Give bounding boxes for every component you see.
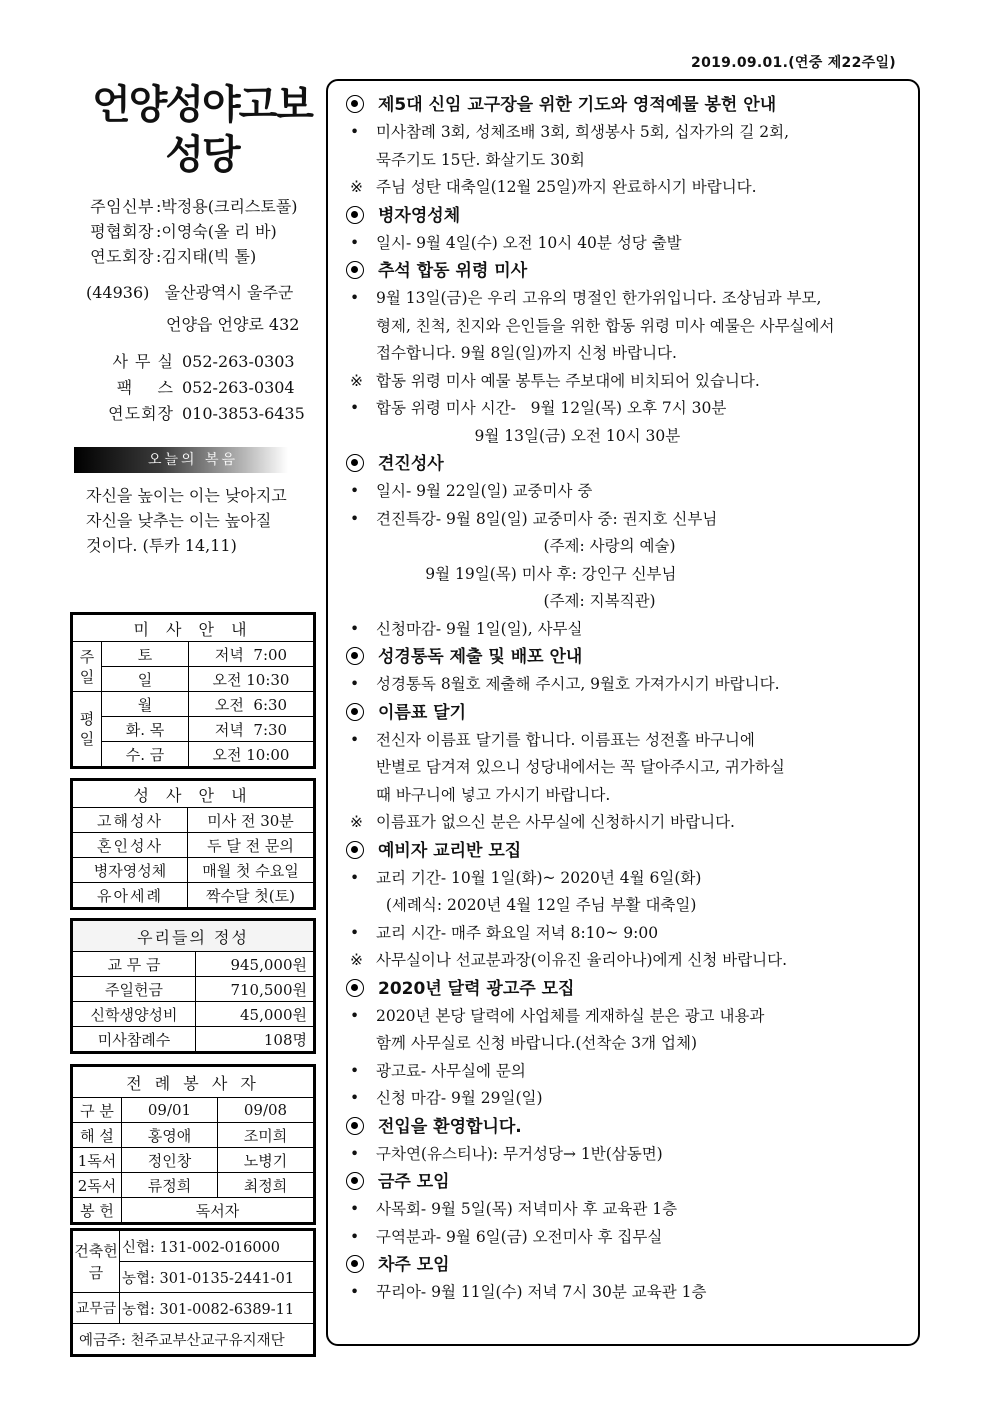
phone-row: 팩 스 052-263-0304 — [116, 378, 295, 397]
parish-title — [90, 80, 314, 180]
notice-line: • 합동 위령 미사 시간- 9월 12일(목) 오후 7시 30분 — [350, 399, 727, 417]
contact-phones — [70, 349, 314, 427]
sunday-label: 주일 — [73, 642, 102, 692]
notice-line: 반별로 담겨져 있으니 성당내에서는 꼭 달아주시고, 귀가하실 — [376, 758, 785, 776]
notice-line: • 일시- 9월 22일(일) 교중미사 중 — [350, 482, 593, 500]
notice-line: 9월 19일(목) 미사 후: 강인구 신부님 — [376, 564, 677, 583]
parish-title-line1: 언양성야고보 — [92, 82, 312, 128]
notice-line: ※ 이름표가 없으신 분은 사무실에 신청하시기 바랍니다. — [350, 813, 735, 831]
notice-line: • 견진특강- 9월 8일(일) 교중미사 중: 권지호 신부님 — [350, 509, 718, 528]
staff-row: 연도회장 : 김지태(빅 톨) — [90, 247, 257, 266]
notice-line: ※ 사무실이나 선교분과장(이유진 율리아나)에게 신청 바랍니다. — [350, 951, 788, 969]
notice-line: • 2020년 본당 달력에 사업체를 게재하실 분은 광고 내용과 — [350, 1006, 765, 1025]
notice-line: • 구차연(유스티나): 무거성당→ 1반(삼동면) — [350, 1144, 663, 1163]
notices-list — [346, 91, 916, 1307]
bullet-circle-icon — [346, 95, 364, 113]
notice-line: ※ 합동 위령 미사 예물 봉투는 주보대에 비치되어 있습니다. — [350, 371, 760, 390]
notice-line: 9월 13일(금) 오전 10시 30분 — [376, 426, 681, 445]
section-title: 제5대 신임 교구장을 위한 기도와 영적예물 봉헌 안내 — [346, 91, 916, 119]
gospel-text: 자신을 높이는 이는 낮아지고 자신을 낮추는 이는 높아질 것이다. (투카 14,11) — [86, 486, 287, 555]
fund-accounts-table: 건축헌금 신협: 131-002-016000 농협: 301-0135-2441-01 교무금 농협: 301-0082-6389-11 예금주: 천주교부산교구유지재단 — [70, 1228, 316, 1357]
section-title: 추석 합동 위령 미사 — [346, 257, 916, 285]
liturgy-header: 전 례 봉 사 자 — [73, 1067, 314, 1098]
gospel-header: 오늘의 복음 — [74, 447, 288, 473]
phone-row: 사 무 실 052-263-0303 — [112, 352, 295, 371]
notice-line: • 9월 13일(금)은 우리 고유의 명절인 한가위입니다. 조상님과 부모, — [350, 289, 822, 307]
notice-line: 때 바구니에 넣고 가시기 바랍니다. — [376, 785, 611, 804]
notice-line: 묵주기도 15단. 화살기도 30회 — [376, 150, 585, 169]
bullet-circle-icon — [346, 647, 364, 665]
notice-line: ※ 주님 성탄 대축일(12월 25일)까지 완료하시기 바랍니다. — [350, 178, 757, 196]
notice-line: • 구역분과- 9월 6일(금) 오전미사 후 집무실 — [350, 1227, 663, 1246]
notice-line: (주제: 지복직관) — [376, 592, 656, 610]
address: (44936) 울산광역시 울주군 언양읍 언양로 432 — [86, 283, 300, 334]
notice-line: • 일시- 9월 4일(수) 오전 10시 40분 성당 출발 — [350, 233, 682, 252]
notice-line: • 꾸리아- 9월 11일(수) 저녁 7시 30분 교육관 1층 — [350, 1283, 707, 1301]
sacraments-table: 성 사 안 내 고해성사 미사 전 30분 혼인성사 두 달 전 문의 병자영성체 매월 첫 수요일 유아세례 짝수달 첫(토) — [70, 778, 316, 910]
notice-line: • 교리 기간- 10월 1일(화)~ 2020년 4월 6일(화) — [350, 868, 702, 887]
staff-row: 주임신부 : 박정용(크리스토풀) — [90, 197, 298, 216]
notice-line: (주제: 사랑의 예술) — [376, 537, 676, 555]
mass-schedule-table: 미 사 안 내 주일 토 저녁 7:00 일 오전 10:30 평일 월 오전 6:30 화. 목 저녁 7:30 수. 금 오전 10:00 — [70, 612, 316, 769]
parish-title-line2: 성당 — [165, 132, 239, 178]
phone-row: 연도회장 010-3853-6435 — [108, 404, 305, 423]
section-title: 이름표 달기 — [346, 699, 916, 727]
notice-line: (세례식: 2020년 4월 12일 주님 부활 대축일) — [376, 896, 697, 914]
section-title: 차주 모임 — [346, 1251, 916, 1279]
mass-header: 미 사 안 내 — [73, 615, 314, 642]
section-title: 금주 모임 — [346, 1168, 916, 1196]
notice-line: • 신청마감- 9월 1일(일), 사무실 — [350, 619, 583, 638]
section-title: 견진성사 — [346, 450, 916, 478]
notice-line: • 교리 시간- 매주 화요일 저녁 8:10~ 9:00 — [350, 923, 659, 942]
bullet-circle-icon — [346, 1117, 364, 1135]
notice-line: • 신청 마감- 9월 29일(일) — [350, 1089, 543, 1107]
section-title: 예비자 교리반 모집 — [346, 837, 916, 865]
bullet-circle-icon — [346, 1255, 364, 1273]
notice-line: 형제, 친척, 친지와 은인들을 위한 합동 위령 미사 예물은 사무실에서 — [376, 316, 835, 335]
bullet-circle-icon — [346, 1172, 364, 1190]
section-title: 병자영성체 — [346, 202, 916, 230]
sacraments-header: 성 사 안 내 — [73, 781, 314, 808]
notice-line: 함께 사무실로 신청 바랍니다.(선착순 3개 업체) — [376, 1034, 698, 1052]
notice-line: • 광고료- 사무실에 문의 — [350, 1061, 526, 1080]
offerings-table: 우리들의 정성 교 무 금 945,000원 주일헌금 710,500원 신학생양성비 45,000원 미사참례수 108명 — [70, 918, 316, 1054]
notice-line: • 전신자 이름표 달기를 합니다. 이름표는 성전홀 바구니에 — [350, 730, 755, 749]
staff-row: 평협회장 : 이영숙(올 리 바) — [90, 222, 277, 241]
notice-line: • 사목회- 9월 5일(목) 저녁미사 후 교육관 1층 — [350, 1200, 678, 1218]
notice-line: • 미사참례 3회, 성체조배 3회, 희생봉사 5회, 십자가의 길 2회, — [350, 123, 790, 141]
section-title: 전입을 환영합니다. — [346, 1113, 916, 1141]
notices-box — [326, 79, 920, 1346]
notice-line: 접수합니다. 9월 8일(일)까지 신청 바랍니다. — [376, 344, 677, 362]
bullet-circle-icon — [346, 261, 364, 279]
bullet-circle-icon — [346, 703, 364, 721]
bullet-circle-icon — [346, 979, 364, 997]
bullet-circle-icon — [346, 206, 364, 224]
building-fund-label: 건축헌금 — [73, 1231, 120, 1293]
section-title: 성경통독 제출 및 배포 안내 — [346, 643, 916, 671]
bulletin-date: 2019.09.01.(연중 제22주일) — [691, 55, 896, 71]
liturgy-servers-table: 전 례 봉 사 자 구 분 09/01 09/08 해 설 홍영애 조미희 1독서 정인창 노병기 2독서 류정희 최정희 봉 헌 독서자 — [70, 1064, 316, 1225]
bullet-circle-icon — [346, 454, 364, 472]
bullet-circle-icon — [346, 841, 364, 859]
staff-info — [70, 194, 314, 269]
section-title: 2020년 달력 광고주 모집 — [346, 975, 916, 1003]
notice-line: • 성경통독 8월호 제출해 주시고, 9월호 가져가시기 바랍니다. — [350, 675, 780, 693]
offerings-header: 우리들의 정성 — [73, 921, 314, 952]
weekday-label: 평일 — [73, 692, 102, 767]
left-column — [70, 80, 314, 558]
